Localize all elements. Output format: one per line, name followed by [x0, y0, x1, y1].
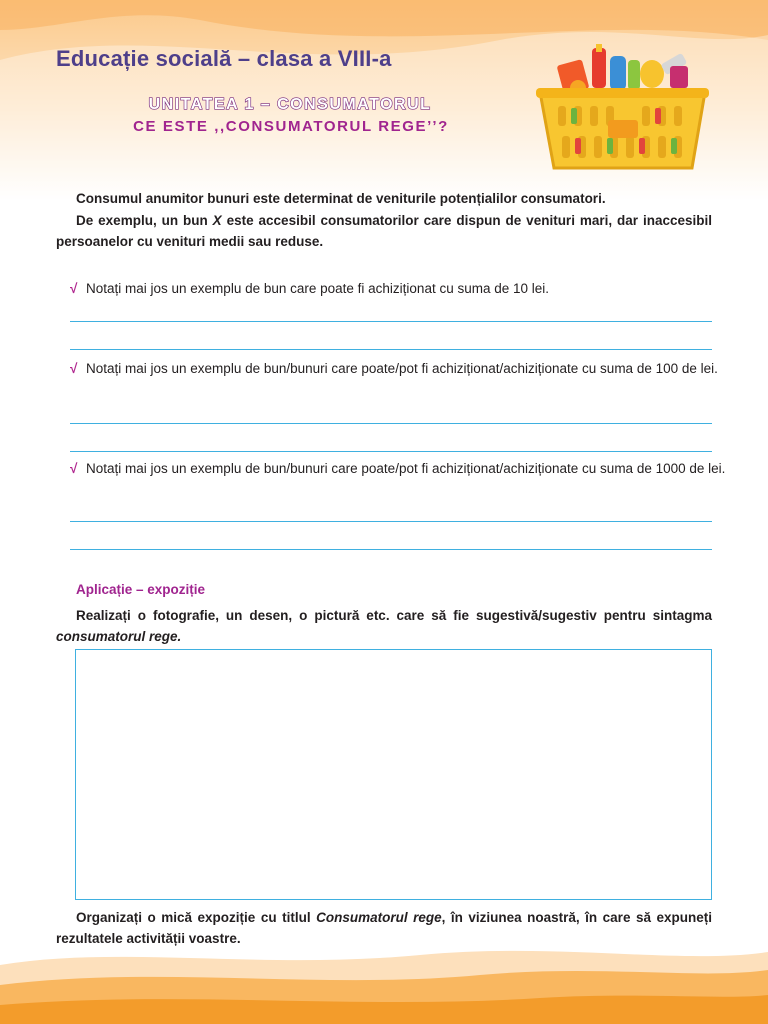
answer-line[interactable] — [70, 521, 712, 522]
application-instruction — [56, 605, 712, 647]
exhibition-p4-italic: Consumatorul rege — [316, 910, 442, 925]
application-title: Aplicație – expoziție — [76, 582, 206, 597]
intro-p2-italic: X — [212, 213, 222, 228]
lesson-title: CE ESTE ,,CONSUMATORUL REGE’’? — [133, 118, 449, 135]
answer-line[interactable] — [70, 451, 712, 452]
intro-paragraph-2 — [56, 210, 712, 252]
checkmark-icon: √ — [70, 461, 78, 476]
subject-title: Educație socială – clasa a VIII-a — [56, 46, 392, 71]
shopping-basket-illustration — [530, 44, 715, 172]
checkmark-icon: √ — [70, 281, 78, 296]
application-p3-start: Realizați o fotografie, un desen, o pictură etc. care să fie sugestivă/sugestiv pentru sintagma — [76, 608, 712, 623]
checkmark-icon: √ — [70, 361, 78, 376]
intro-p2-start: De exemplu, un bun — [76, 213, 213, 228]
unit-title: UNITATEA 1 – CONSUMATORUL — [148, 96, 432, 113]
task-item — [70, 458, 728, 479]
task-item — [70, 358, 728, 379]
application-p3-italic: consumatorul rege. — [56, 629, 182, 644]
intro-p2-end: este accesibil consumatorilor care dispun de venituri mari, dar inaccesibil persoanelor cu venituri medii sau reduse. — [56, 213, 712, 249]
drawing-area[interactable] — [75, 649, 712, 900]
task-text: Notați mai jos un exemplu de bun/bunuri care poate/pot fi achiziționat/achiziționate cu suma de 100 de lei. — [86, 361, 718, 376]
task-item — [70, 278, 728, 299]
exhibition-p4-end: , în viziunea noastră, în care să expuneți rezultatele activității voastre. — [56, 910, 712, 946]
exhibition-instruction — [56, 907, 712, 949]
footer-background — [0, 940, 768, 1024]
answer-line[interactable] — [70, 321, 712, 322]
exhibition-p4-start: Organizați o mică expoziție cu titlul — [76, 910, 317, 925]
answer-line[interactable] — [70, 349, 712, 350]
intro-paragraph-1: Consumul anumitor bunuri este determinat de veniturile potențialilor consumatori. — [76, 191, 606, 206]
answer-line[interactable] — [70, 423, 712, 424]
task-text: Notați mai jos un exemplu de bun/bunuri care poate/pot fi achiziționat/achiziționate cu suma de 1000 de lei. — [86, 461, 726, 476]
task-text: Notați mai jos un exemplu de bun care poate fi achiziționat cu suma de 10 lei. — [86, 281, 550, 296]
answer-line[interactable] — [70, 549, 712, 550]
